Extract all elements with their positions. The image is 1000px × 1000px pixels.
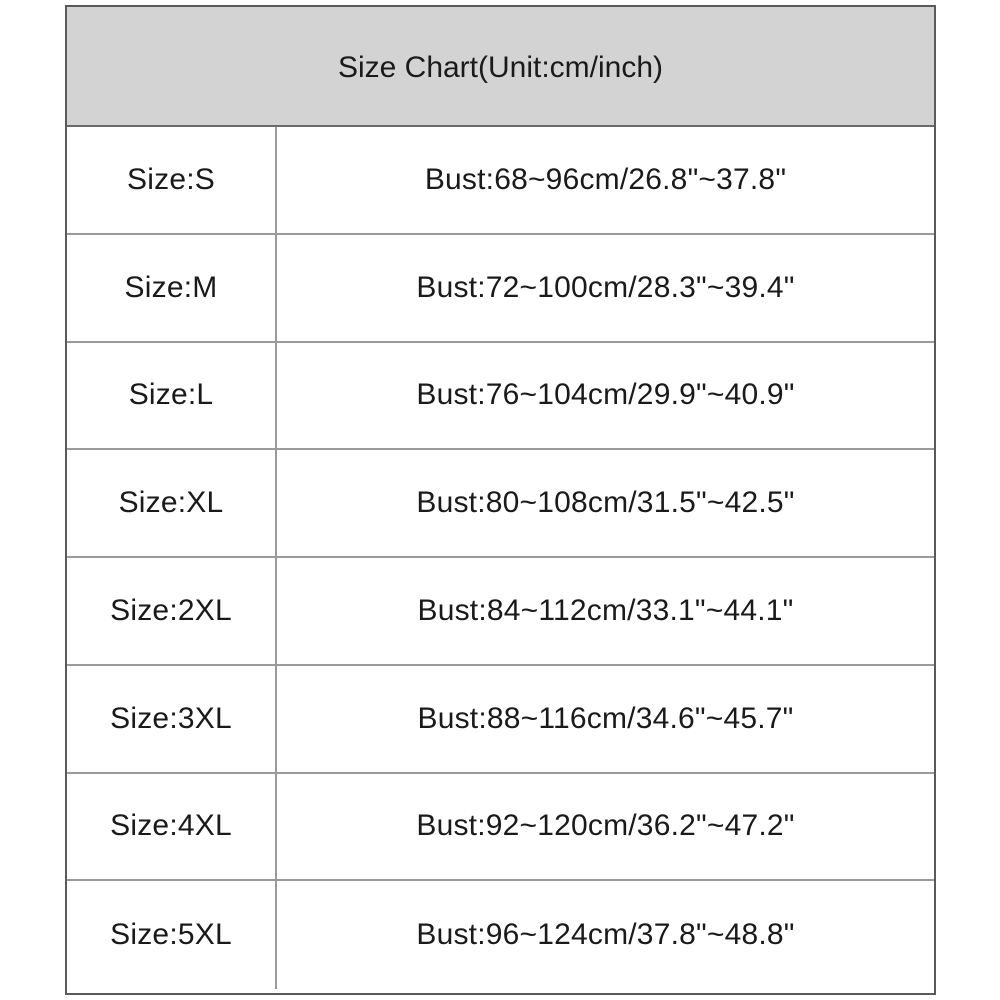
- bust-cell: [277, 343, 934, 449]
- table-row: [67, 235, 934, 343]
- bust-value: Bust:84~112cm/33.1"~44.1": [417, 593, 794, 627]
- table-row: [67, 127, 934, 235]
- bust-cell: [277, 127, 934, 233]
- bust-value: Bust:72~100cm/28.3"~39.4": [416, 270, 795, 304]
- table-row: [67, 774, 934, 882]
- table-row: [67, 558, 934, 666]
- bust-value: Bust:76~104cm/29.9"~40.9": [416, 378, 795, 412]
- size-label: Size:4XL: [110, 809, 232, 843]
- bust-value: Bust:68~96cm/26.8"~37.8": [424, 162, 787, 196]
- bust-cell: [277, 881, 934, 989]
- size-cell: [67, 666, 277, 772]
- size-label: Size:5XL: [110, 918, 232, 952]
- size-cell: [67, 774, 277, 880]
- bust-value: Bust:96~124cm/37.8"~48.8": [416, 918, 795, 952]
- bust-cell: [277, 774, 934, 880]
- size-label: Size:XL: [118, 486, 224, 520]
- size-label: Size:S: [127, 162, 215, 196]
- size-label: Size:M: [124, 270, 218, 304]
- table-row: [67, 450, 934, 558]
- bust-cell: [277, 558, 934, 664]
- bust-value: Bust:80~108cm/31.5"~42.5": [416, 486, 795, 520]
- table-header: [67, 7, 934, 127]
- size-label: Size:L: [128, 378, 214, 412]
- table-row: [67, 881, 934, 989]
- size-cell: [67, 127, 277, 233]
- bust-cell: [277, 235, 934, 341]
- bust-value: Bust:88~116cm/34.6"~45.7": [417, 701, 794, 735]
- table-title: Size Chart(Unit:cm/inch): [337, 51, 664, 84]
- size-cell: [67, 343, 277, 449]
- size-cell: [67, 450, 277, 556]
- table-row: [67, 343, 934, 451]
- table-body: [67, 127, 934, 989]
- size-label: Size:2XL: [110, 593, 232, 627]
- size-cell: [67, 558, 277, 664]
- bust-value: Bust:92~120cm/36.2"~47.2": [416, 809, 795, 843]
- size-label: Size:3XL: [110, 701, 232, 735]
- table-row: [67, 666, 934, 774]
- size-chart-table: [65, 5, 936, 995]
- bust-cell: [277, 666, 934, 772]
- size-cell: [67, 235, 277, 341]
- bust-cell: [277, 450, 934, 556]
- size-cell: [67, 881, 277, 989]
